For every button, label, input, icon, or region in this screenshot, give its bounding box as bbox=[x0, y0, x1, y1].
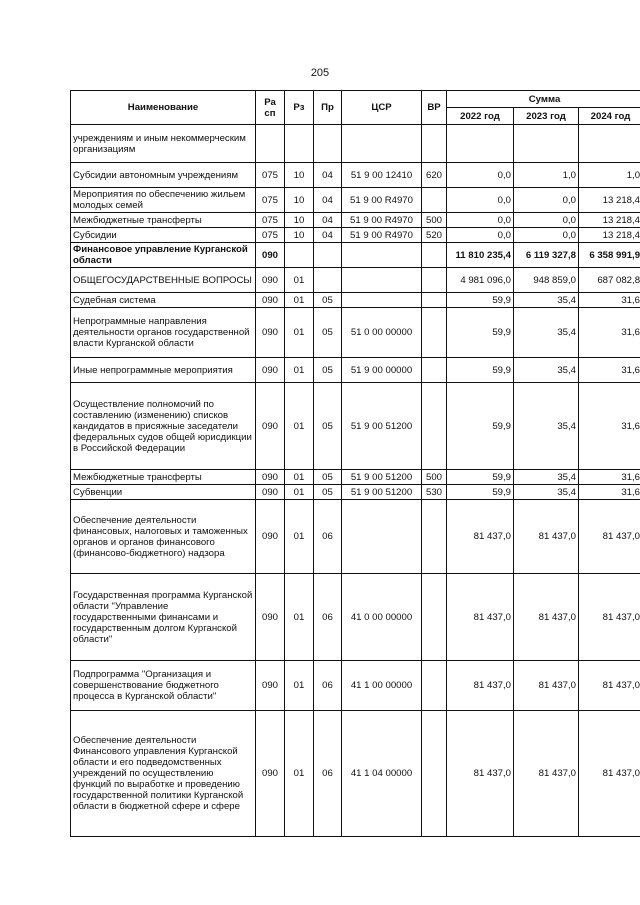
row-rz: 01 bbox=[285, 383, 314, 470]
row-sum-2022: 0,0 bbox=[447, 188, 514, 213]
row-sum-2024: 31,6 bbox=[579, 293, 640, 308]
row-name: Финансовое управление Курганской области bbox=[71, 243, 256, 268]
row-rz bbox=[285, 243, 314, 268]
row-vr: 500 bbox=[422, 470, 447, 485]
table-row bbox=[71, 293, 640, 308]
row-csr bbox=[342, 293, 422, 308]
row-sum-2023: 81 437,0 bbox=[514, 661, 579, 711]
header-2024: 2024 год bbox=[579, 108, 640, 125]
row-name: Непрограммные направления деятельности органов государственной власти Курганской области bbox=[71, 308, 256, 358]
header-rasp: Ра сп bbox=[256, 91, 285, 125]
row-sum-2024: 6 358 991,9 bbox=[579, 243, 640, 268]
header-pr: Пр bbox=[314, 91, 342, 125]
row-sum-2023: 35,4 bbox=[514, 485, 579, 500]
row-pr: 05 bbox=[314, 358, 342, 383]
row-csr: 51 9 00 51200 bbox=[342, 485, 422, 500]
row-rz: 10 bbox=[285, 163, 314, 188]
row-sum-2022: 0,0 bbox=[447, 163, 514, 188]
row-rz: 01 bbox=[285, 308, 314, 358]
header-vr: ВР bbox=[422, 91, 447, 125]
row-rasp: 090 bbox=[256, 243, 285, 268]
row-rasp: 075 bbox=[256, 213, 285, 228]
row-sum-2022 bbox=[447, 125, 514, 163]
row-sum-2024: 31,6 bbox=[579, 485, 640, 500]
row-csr: 51 9 00 12410 bbox=[342, 163, 422, 188]
row-csr: 51 9 00 R4970 bbox=[342, 228, 422, 243]
row-rz: 01 bbox=[285, 268, 314, 293]
row-vr: 520 bbox=[422, 228, 447, 243]
table-row bbox=[71, 711, 640, 837]
table-row bbox=[71, 228, 640, 243]
row-rasp: 075 bbox=[256, 188, 285, 213]
row-sum-2022: 81 437,0 bbox=[447, 661, 514, 711]
row-rz: 01 bbox=[285, 711, 314, 837]
row-pr: 04 bbox=[314, 163, 342, 188]
row-csr bbox=[342, 125, 422, 163]
row-rasp: 090 bbox=[256, 268, 285, 293]
row-sum-2024: 13 218,4 bbox=[579, 228, 640, 243]
row-name: Мероприятия по обеспечению жильем молодых семей bbox=[71, 188, 256, 213]
row-sum-2023: 35,4 bbox=[514, 383, 579, 470]
row-rasp: 090 bbox=[256, 470, 285, 485]
row-vr: 620 bbox=[422, 163, 447, 188]
row-rasp: 075 bbox=[256, 228, 285, 243]
row-name: Субсидии автономным учреждениям bbox=[71, 163, 256, 188]
row-vr bbox=[422, 661, 447, 711]
row-csr bbox=[342, 243, 422, 268]
row-rasp: 075 bbox=[256, 163, 285, 188]
row-csr: 51 9 00 R4970 bbox=[342, 188, 422, 213]
row-rz: 01 bbox=[285, 485, 314, 500]
row-pr: 04 bbox=[314, 213, 342, 228]
row-pr bbox=[314, 268, 342, 293]
row-name: учреждениям и иным некоммерческим организациям bbox=[71, 125, 256, 163]
row-sum-2023: 1,0 bbox=[514, 163, 579, 188]
row-sum-2024: 81 437,0 bbox=[579, 574, 640, 661]
row-vr bbox=[422, 308, 447, 358]
row-rasp: 090 bbox=[256, 485, 285, 500]
row-name: Иные непрограммные мероприятия bbox=[71, 358, 256, 383]
row-sum-2023: 0,0 bbox=[514, 228, 579, 243]
row-sum-2022: 59,9 bbox=[447, 293, 514, 308]
header-2023: 2023 год bbox=[514, 108, 579, 125]
row-csr: 51 9 00 51200 bbox=[342, 470, 422, 485]
row-sum-2024 bbox=[579, 125, 640, 163]
row-sum-2022: 81 437,0 bbox=[447, 500, 514, 574]
row-sum-2023: 81 437,0 bbox=[514, 500, 579, 574]
row-rz: 10 bbox=[285, 228, 314, 243]
row-name: Субсидии bbox=[71, 228, 256, 243]
row-rasp: 090 bbox=[256, 293, 285, 308]
row-rasp: 090 bbox=[256, 500, 285, 574]
row-vr bbox=[422, 500, 447, 574]
row-sum-2022: 0,0 bbox=[447, 213, 514, 228]
row-rasp bbox=[256, 125, 285, 163]
table-row bbox=[71, 243, 640, 268]
header-rz: Рз bbox=[285, 91, 314, 125]
row-pr: 04 bbox=[314, 228, 342, 243]
row-sum-2023: 35,4 bbox=[514, 308, 579, 358]
row-csr: 41 1 04 00000 bbox=[342, 711, 422, 837]
row-name: Осуществление полномочий по составлению (изменению) списков кандидатов в присяжные заседатели федеральных судов общей юрисдикции в Российской Федерации bbox=[71, 383, 256, 470]
row-rz bbox=[285, 125, 314, 163]
row-vr bbox=[422, 574, 447, 661]
row-sum-2022: 59,9 bbox=[447, 358, 514, 383]
row-rz: 01 bbox=[285, 470, 314, 485]
row-sum-2022: 59,9 bbox=[447, 383, 514, 470]
row-pr: 06 bbox=[314, 661, 342, 711]
row-sum-2024: 31,6 bbox=[579, 358, 640, 383]
row-pr: 04 bbox=[314, 188, 342, 213]
row-pr: 06 bbox=[314, 574, 342, 661]
row-vr bbox=[422, 358, 447, 383]
row-rz: 01 bbox=[285, 358, 314, 383]
row-csr bbox=[342, 500, 422, 574]
row-sum-2023: 948 859,0 bbox=[514, 268, 579, 293]
row-name: Государственная программа Курганской области "Управление государственными финансами и государственным долгом Курганской области" bbox=[71, 574, 256, 661]
table-row bbox=[71, 308, 640, 358]
row-sum-2022: 81 437,0 bbox=[447, 711, 514, 837]
header-csr: ЦСР bbox=[342, 91, 422, 125]
row-csr: 51 9 00 51200 bbox=[342, 383, 422, 470]
row-vr bbox=[422, 125, 447, 163]
row-rasp: 090 bbox=[256, 308, 285, 358]
row-csr: 51 9 00 00000 bbox=[342, 358, 422, 383]
table-row bbox=[71, 213, 640, 228]
row-sum-2024: 31,6 bbox=[579, 308, 640, 358]
row-pr: 05 bbox=[314, 308, 342, 358]
row-pr: 05 bbox=[314, 485, 342, 500]
table-body bbox=[71, 125, 640, 837]
row-csr: 41 0 00 00000 bbox=[342, 574, 422, 661]
row-rasp: 090 bbox=[256, 358, 285, 383]
table-row bbox=[71, 188, 640, 213]
row-sum-2022: 59,9 bbox=[447, 308, 514, 358]
header-name: Наименование bbox=[71, 91, 256, 125]
row-sum-2023: 35,4 bbox=[514, 358, 579, 383]
row-sum-2024: 13 218,4 bbox=[579, 213, 640, 228]
row-vr bbox=[422, 383, 447, 470]
row-name: Субвенции bbox=[71, 485, 256, 500]
row-rz: 01 bbox=[285, 500, 314, 574]
row-pr bbox=[314, 243, 342, 268]
row-sum-2023: 0,0 bbox=[514, 213, 579, 228]
row-sum-2022: 81 437,0 bbox=[447, 574, 514, 661]
row-sum-2022: 0,0 bbox=[447, 228, 514, 243]
table-row bbox=[71, 661, 640, 711]
row-sum-2023: 81 437,0 bbox=[514, 574, 579, 661]
table-row bbox=[71, 358, 640, 383]
row-vr: 530 bbox=[422, 485, 447, 500]
row-rz: 10 bbox=[285, 188, 314, 213]
row-csr: 41 1 00 00000 bbox=[342, 661, 422, 711]
row-sum-2024: 81 437,0 bbox=[579, 661, 640, 711]
row-sum-2023: 0,0 bbox=[514, 188, 579, 213]
row-name: Межбюджетные трансферты bbox=[71, 470, 256, 485]
table-row bbox=[71, 268, 640, 293]
row-sum-2022: 59,9 bbox=[447, 470, 514, 485]
row-name: Обеспечение деятельности Финансового управления Курганской области и его подведомственных учреждений по осуществлению функций по выработке и проведению государственной политики Курганской области в бюджетной сфере и сфере bbox=[71, 711, 256, 837]
row-sum-2023: 35,4 bbox=[514, 293, 579, 308]
row-name: Судебная система bbox=[71, 293, 256, 308]
row-rasp: 090 bbox=[256, 711, 285, 837]
row-sum-2024: 687 082,8 bbox=[579, 268, 640, 293]
row-rz: 01 bbox=[285, 293, 314, 308]
row-sum-2022: 4 981 096,0 bbox=[447, 268, 514, 293]
row-name: Обеспечение деятельности финансовых, налоговых и таможенных органов и органов финансового (финансово-бюджетного) надзора bbox=[71, 500, 256, 574]
table-row bbox=[71, 485, 640, 500]
row-sum-2022: 59,9 bbox=[447, 485, 514, 500]
row-rasp: 090 bbox=[256, 574, 285, 661]
budget-table bbox=[70, 90, 640, 837]
row-pr: 05 bbox=[314, 293, 342, 308]
row-pr: 05 bbox=[314, 470, 342, 485]
row-vr bbox=[422, 268, 447, 293]
table-row bbox=[71, 163, 640, 188]
row-sum-2024: 13 218,4 bbox=[579, 188, 640, 213]
row-csr bbox=[342, 268, 422, 293]
row-rz: 01 bbox=[285, 661, 314, 711]
row-pr: 05 bbox=[314, 383, 342, 470]
row-sum-2023: 6 119 327,8 bbox=[514, 243, 579, 268]
row-name: Межбюджетные трансферты bbox=[71, 213, 256, 228]
row-name: ОБЩЕГОСУДАРСТВЕННЫЕ ВОПРОСЫ bbox=[71, 268, 256, 293]
row-vr bbox=[422, 293, 447, 308]
table-row bbox=[71, 470, 640, 485]
row-rz: 01 bbox=[285, 574, 314, 661]
table-row bbox=[71, 383, 640, 470]
row-rasp: 090 bbox=[256, 661, 285, 711]
row-name: Подпрограмма "Организация и совершенствование бюджетного процесса в Курганской области" bbox=[71, 661, 256, 711]
table-row bbox=[71, 574, 640, 661]
row-vr bbox=[422, 243, 447, 268]
row-sum-2023 bbox=[514, 125, 579, 163]
row-vr: 500 bbox=[422, 213, 447, 228]
row-csr: 51 9 00 R4970 bbox=[342, 213, 422, 228]
header-summa: Сумма bbox=[447, 91, 640, 108]
row-vr bbox=[422, 711, 447, 837]
row-sum-2024: 31,6 bbox=[579, 470, 640, 485]
row-sum-2022: 11 810 235,4 bbox=[447, 243, 514, 268]
row-vr bbox=[422, 188, 447, 213]
page-number: 205 bbox=[310, 67, 330, 79]
row-rz: 10 bbox=[285, 213, 314, 228]
row-sum-2023: 35,4 bbox=[514, 470, 579, 485]
row-sum-2024: 81 437,0 bbox=[579, 711, 640, 837]
row-csr: 51 0 00 00000 bbox=[342, 308, 422, 358]
row-pr: 06 bbox=[314, 500, 342, 574]
table-row bbox=[71, 500, 640, 574]
row-sum-2023: 81 437,0 bbox=[514, 711, 579, 837]
row-sum-2024: 1,0 bbox=[579, 163, 640, 188]
table-row bbox=[71, 125, 640, 163]
row-rasp: 090 bbox=[256, 383, 285, 470]
row-sum-2024: 31,6 bbox=[579, 383, 640, 470]
header-2022: 2022 год bbox=[447, 108, 514, 125]
row-sum-2024: 81 437,0 bbox=[579, 500, 640, 574]
row-pr bbox=[314, 125, 342, 163]
row-pr: 06 bbox=[314, 711, 342, 837]
